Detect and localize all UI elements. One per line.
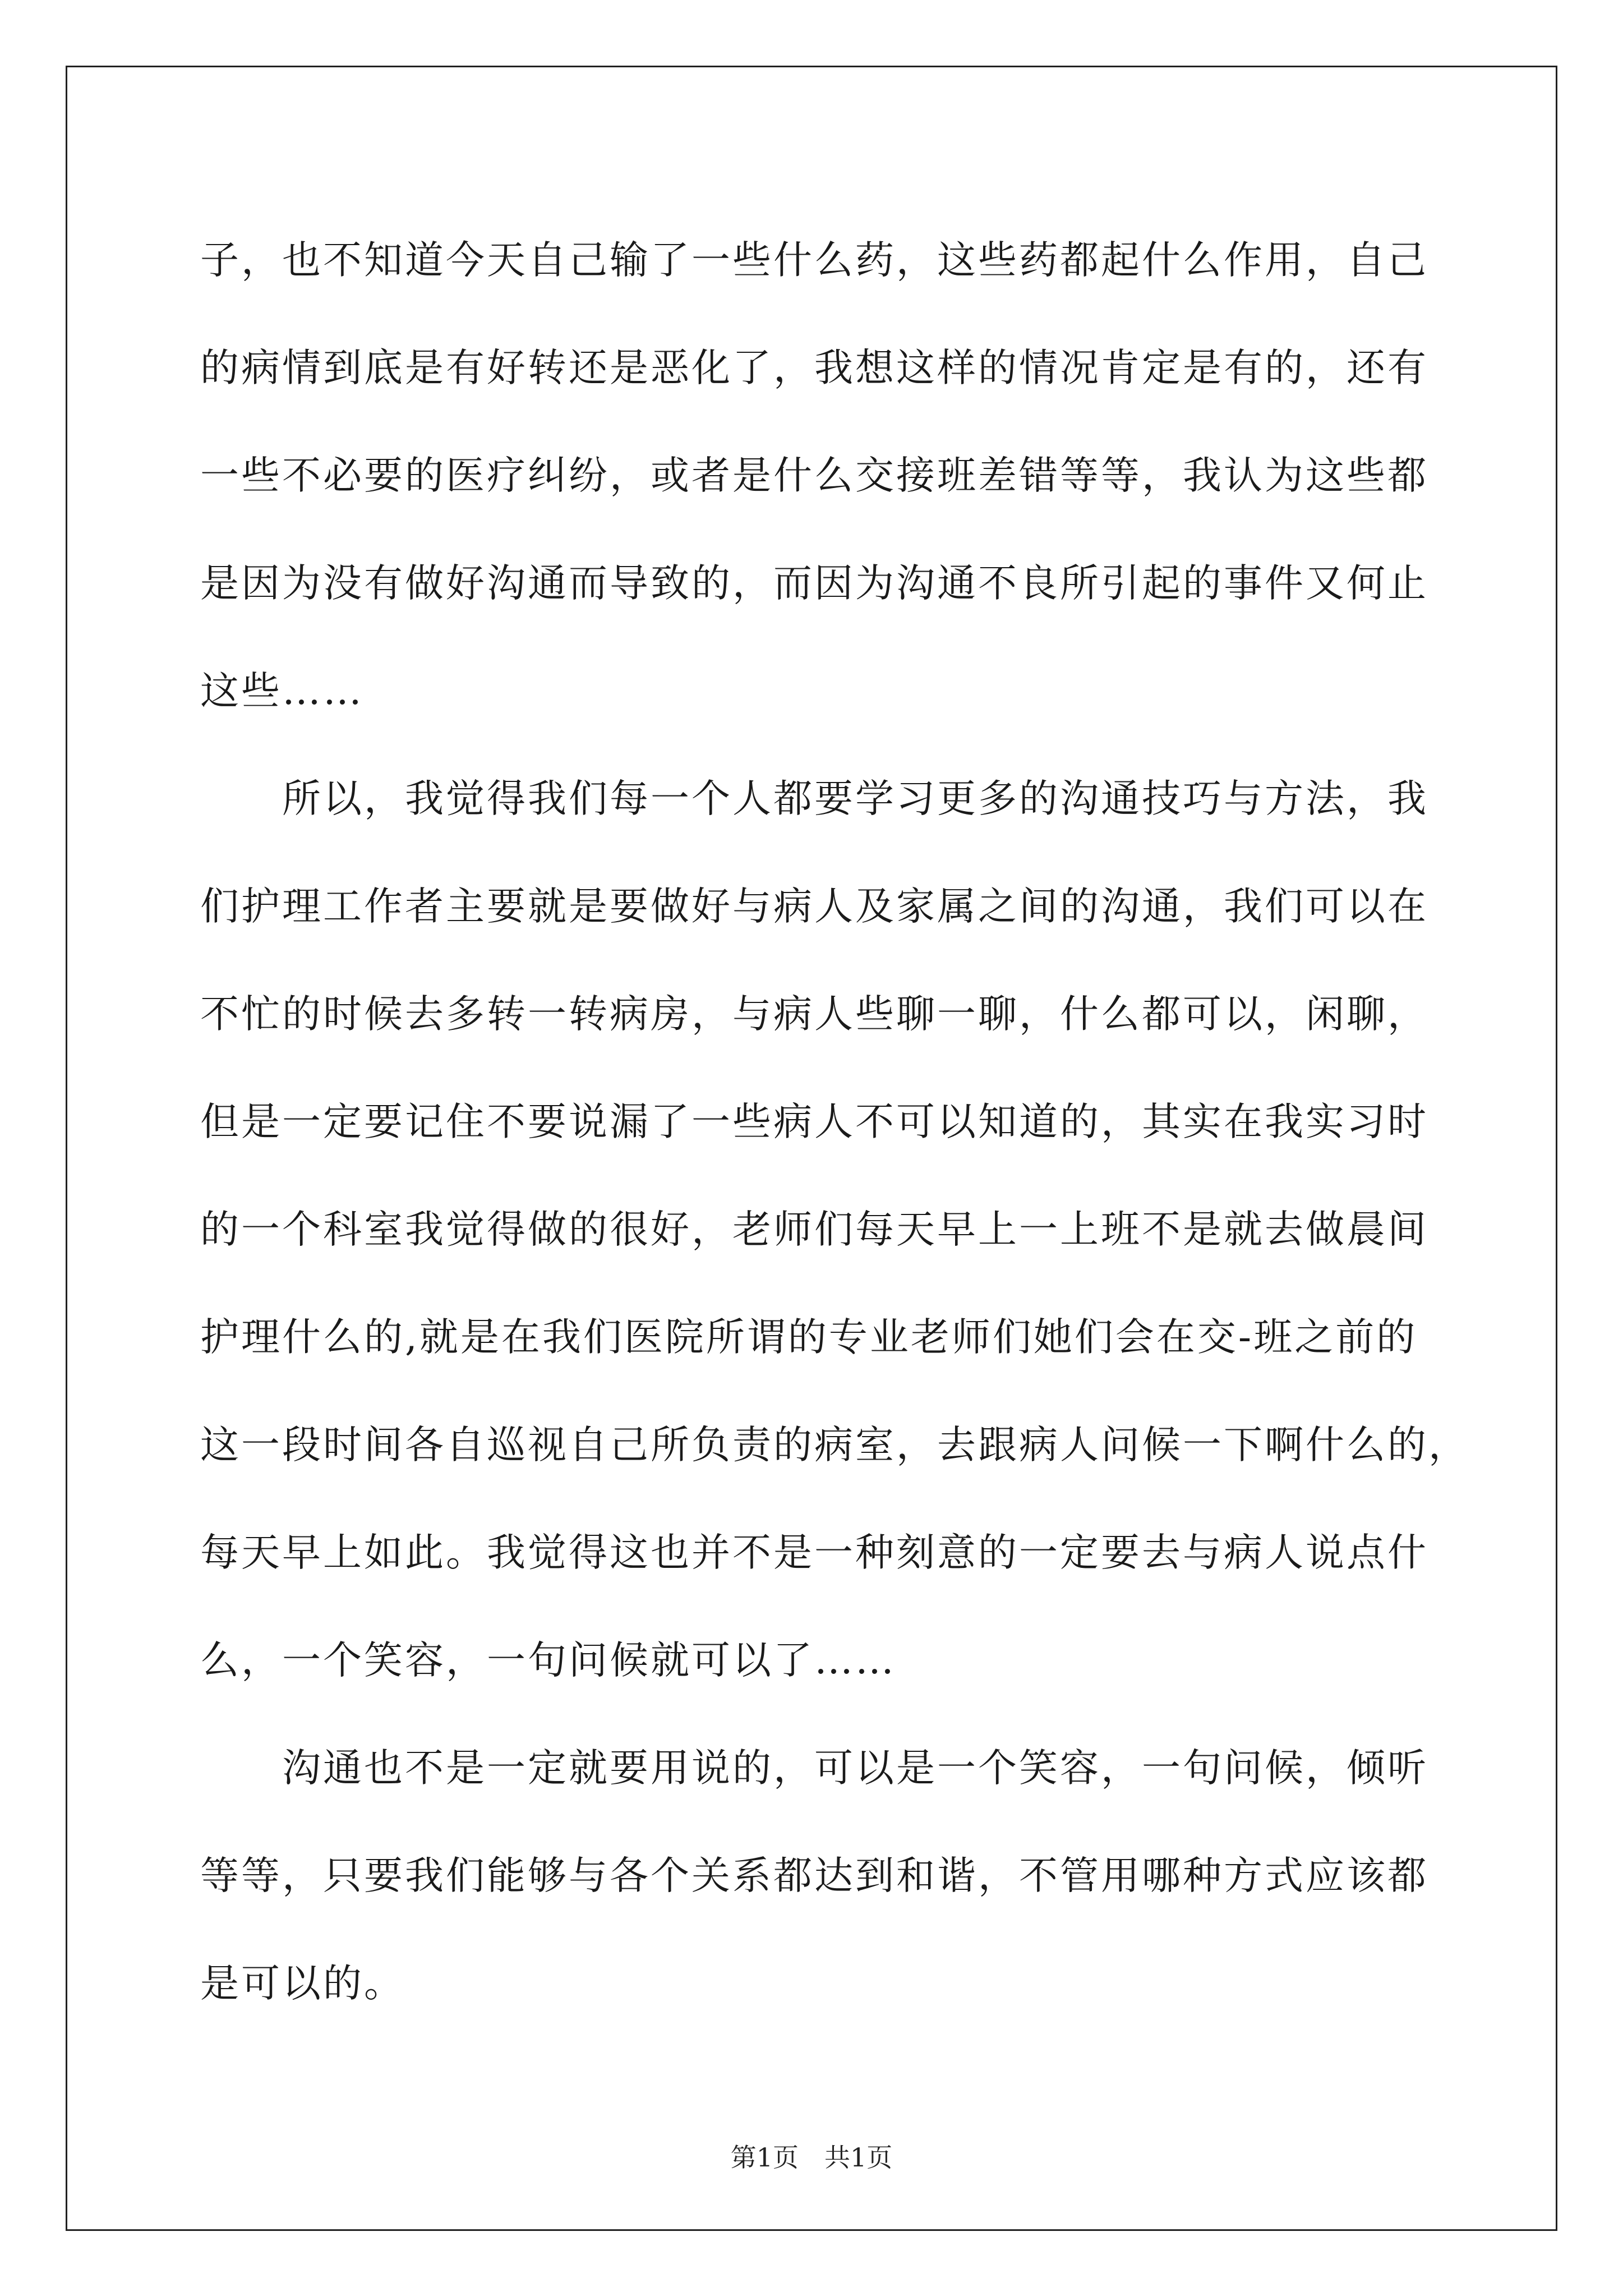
text-line: 的病情到底是有好转还是恶化了，我想这样的情况肯定是有的，还有 — [200, 346, 1428, 390]
text-line: 们护理工作者主要就是要做好与病人及家属之间的沟通，我们可以在 — [200, 884, 1428, 929]
document-body — [200, 206, 1469, 2037]
text-line: 一些不必要的医疗纠纷，或者是什么交接班差错等等，我认为这些都 — [200, 453, 1428, 498]
text-line: 护理什么的,就是在我们医院所谓的专业老师们她们会在交-班之前的 — [200, 1315, 1418, 1360]
text-line: 是因为没有做好沟通而导致的，而因为沟通不良所引起的事件又何止 — [200, 561, 1428, 606]
text-line: 么，一个笑容，一句问候就可以了…… — [200, 1638, 896, 1683]
text-line: 沟通也不是一定就要用说的，可以是一个笑容，一句问候，倾听 — [200, 1746, 1428, 1791]
text-line: 但是一定要记住不要说漏了一些病人不可以知道的，其实在我实习时 — [200, 1099, 1428, 1144]
text-line: 所以，我觉得我们每一个人都要学习更多的沟通技巧与方法，我 — [200, 776, 1428, 821]
text-line: 等等，只要我们能够与各个关系都达到和谐，不管用哪种方式应该都 — [200, 1853, 1428, 1898]
text-line: 的一个科室我觉得做的很好，老师们每天早上一上班不是就去做晨间 — [200, 1207, 1428, 1252]
text-line: 不忙的时候去多转一转病房，与病人些聊一聊，什么都可以，闲聊， — [200, 992, 1428, 1037]
text-line: 这一段时间各自巡视自己所负责的病室，去跟病人问候一下啊什么的， — [200, 1423, 1469, 1467]
text-line: 子，也不知道今天自己输了一些什么药，这些药都起什么作用，自己 — [200, 238, 1428, 283]
text-line: 每天早上如此。我觉得这也并不是一种刻意的一定要去与病人说点什 — [200, 1530, 1428, 1575]
page-number-footer: 第1页 共1页 — [730, 2142, 893, 2173]
text-line: 这些…… — [200, 669, 364, 714]
text-line: 是可以的。 — [200, 1961, 405, 2006]
